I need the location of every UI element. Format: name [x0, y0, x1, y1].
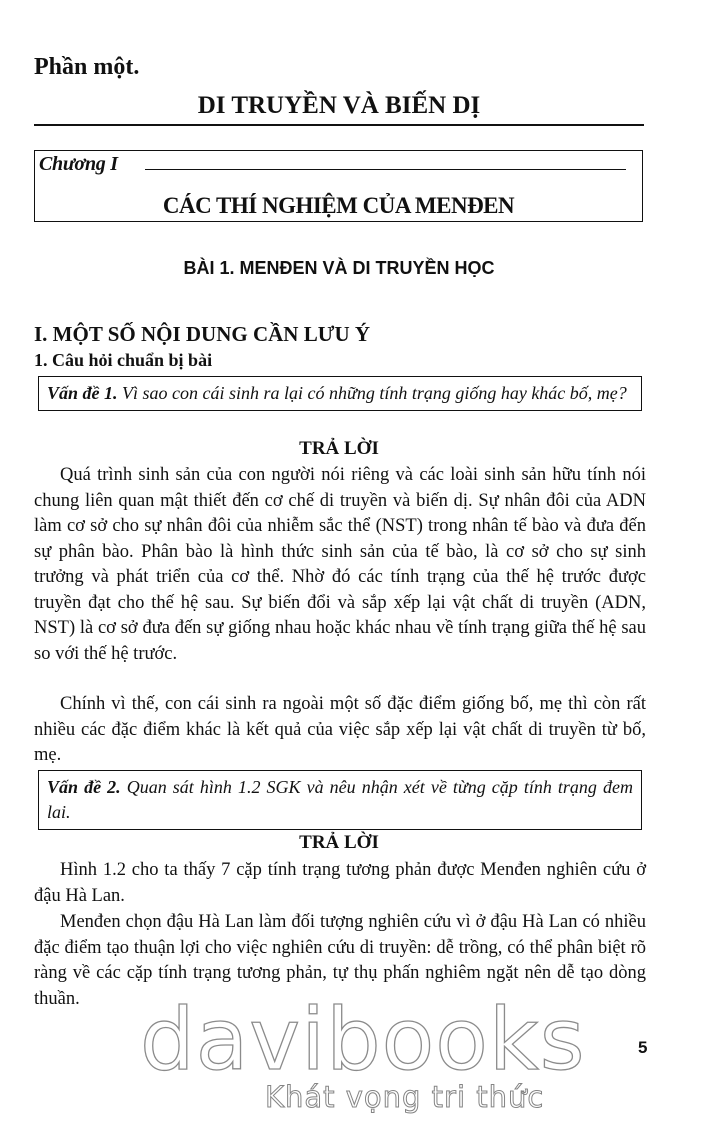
answer-paragraph: Menđen chọn đậu Hà Lan làm đối tượng nghiên cứu vì ở đậu Hà Lan có nhiều đặc điểm tạo thuận lợi cho việc nghiên cứu di truyền: dễ trồng, có thể phân biệt rõ ràng về các cặp tính trạng tương phản, tự thụ phấn nghiêm ngặt nên dễ tạo dòng thuần. — [34, 912, 646, 1009]
answer-heading: TRẢ LỜI — [299, 438, 379, 459]
chapter-label: Chương I — [39, 153, 122, 176]
chapter-divider — [145, 169, 626, 170]
answer-paragraph: Hình 1.2 cho ta thấy 7 cặp tính trạng tương phản được Menđen nghiên cứu ở đậu Hà Lan. — [34, 860, 646, 906]
question-box-2 — [38, 770, 642, 830]
lesson-title: BÀI 1. MENĐEN VÀ DI TRUYỀN HỌC — [183, 258, 495, 278]
question-text: Vì sao con cái sinh ra lại có những tính trạng giống hay khác bố, mẹ? — [122, 383, 627, 403]
chapter-box — [34, 150, 643, 222]
question-label: Vấn đề 2. — [47, 777, 121, 797]
watermark-logo: davibooks — [140, 990, 586, 1090]
chapter-title: CÁC THÍ NGHIỆM CỦA MENĐEN — [162, 193, 515, 218]
watermark-slogan: Khát vọng tri thức — [265, 1080, 545, 1114]
subsection-heading: 1. Câu hỏi chuẩn bị bài — [34, 350, 213, 370]
answer-paragraph: Quá trình sinh sản của con người nói riêng và các loài sinh sản hữu tính nói chung liên quan mật thiết đến cơ chế di truyền và biến dị. Sự nhân đôi của ADN làm cơ sở cho sự nhân đôi của nhiễm sắc thể (NST) trong nhân tế bào và đưa đến sự phân bào. Phân bào là hình thức sinh sản của tế bào, là cơ sở cho sự sinh trưởng và phát triển của cơ thể. Nhờ đó các tính trạng của thế hệ trước được truyền đạt cho thế hệ sau. Sự biến đổi và sắp xếp lại vật chất di truyền (ADN, NST) là cơ sở đưa đến sự giống nhau hoặc khác nhau về tính trạng giữa thế hệ sau so với thế hệ trước. — [34, 465, 646, 664]
page-number: 5 — [638, 1038, 648, 1057]
question-text: Quan sát hình 1.2 SGK và nêu nhận xét về từng cặp tính trạng đem lai. — [47, 777, 633, 822]
answer-paragraph: Chính vì thế, con cái sinh ra ngoài một số đặc điểm giống bố, mẹ thì còn rất nhiều các đặc điểm khác là kết quả của việc sắp xếp lại vật chất di truyền từ bố, mẹ. — [34, 694, 646, 765]
title-divider — [34, 124, 644, 126]
part-label: Phần một. — [34, 54, 140, 80]
answer-heading: TRẢ LỜI — [299, 832, 379, 853]
question-box-1 — [38, 376, 642, 411]
page-title: DI TRUYỀN VÀ BIẾN DỊ — [197, 92, 481, 119]
section-heading: I. MỘT SỐ NỘI DUNG CẦN LƯU Ý — [34, 322, 371, 346]
question-label: Vấn đề 1. — [47, 383, 118, 403]
